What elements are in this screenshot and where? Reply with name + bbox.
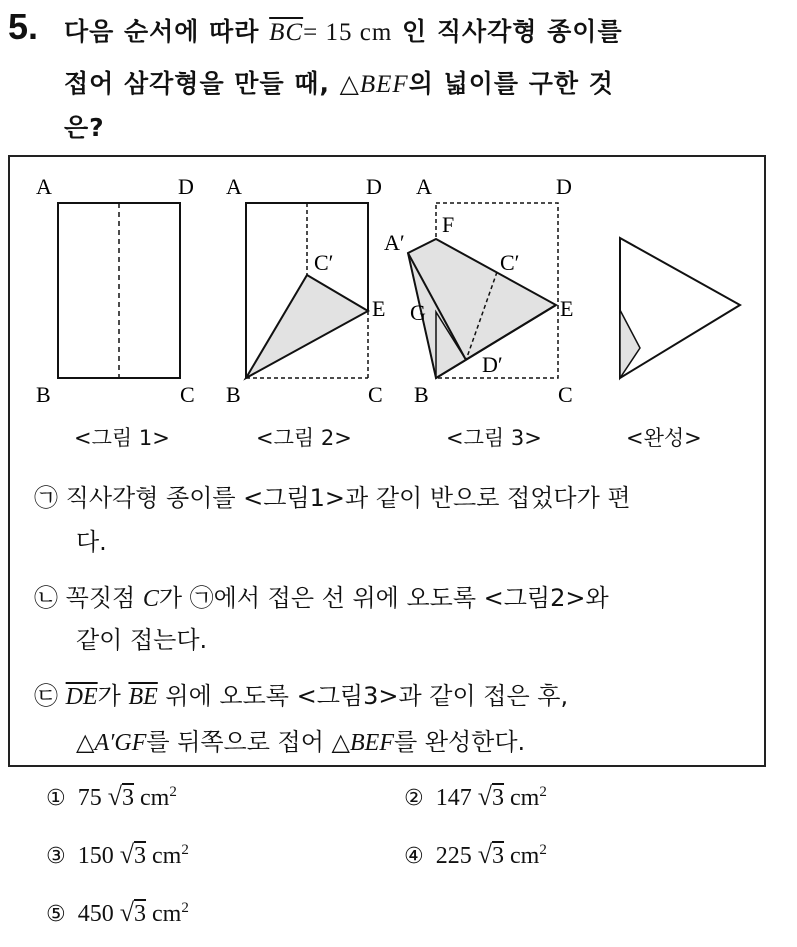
label-e: E <box>372 296 386 321</box>
step-1 <box>34 478 631 513</box>
label-d: D <box>556 174 572 199</box>
question-line-2 <box>64 64 614 100</box>
choice-1[interactable]: ① 75 √3 $cm^2$ <box>46 782 177 811</box>
label-c-prime: C′ <box>500 250 520 275</box>
label-c: C <box>368 382 383 407</box>
choice-unit: cm <box>140 785 170 811</box>
question-text: 접어 삼각형을 만들 때, △ <box>64 69 360 98</box>
triangle-bef: BEF <box>359 71 409 98</box>
step-1-cont: 다. <box>76 528 107 556</box>
choice-2[interactable]: ② 147 √3 $cm^2$ <box>404 782 547 811</box>
label-e: E <box>560 296 574 321</box>
choice-5[interactable]: ⑤ 450 √3 $cm^2$ <box>46 898 189 927</box>
label-d-prime: D′ <box>482 352 503 377</box>
label-b: B <box>36 382 51 407</box>
label-a: A <box>36 174 52 199</box>
label-a: A <box>416 174 432 199</box>
label-b: B <box>226 382 241 407</box>
step-3 <box>34 676 568 711</box>
step-text: 가 <box>97 682 129 710</box>
step-text: △ <box>76 728 95 756</box>
choice-unit: cm <box>510 785 540 811</box>
step-3-cont <box>76 722 525 757</box>
segment-bc: $\overline{BC}$ <box>269 19 304 46</box>
step-text: 를 완성한다. <box>394 728 526 756</box>
step-text: 꼭짓점 <box>65 584 143 612</box>
choice-coefficient: 75 <box>77 785 102 811</box>
choice-unit: cm <box>152 843 182 869</box>
choice-exponent: 2 <box>539 784 547 800</box>
step-marker: ㉡ <box>34 584 58 612</box>
figures <box>10 157 770 457</box>
choice-radicand: 3 <box>134 843 147 869</box>
figure-2 <box>226 174 385 407</box>
question-text: 의 넓이를 구한 것 <box>408 69 614 98</box>
choice-unit: cm <box>510 843 540 869</box>
choice-radicand: 3 <box>122 785 135 811</box>
choice-exponent: 2 <box>539 842 547 858</box>
choice-exponent: 2 <box>181 900 189 916</box>
step-2-cont: 같이 접는다. <box>76 626 208 654</box>
triangle-agf: A′GF <box>94 730 147 756</box>
label-a-prime: A′ <box>384 230 405 255</box>
step-text: 위에 오도록 <그림3>과 같이 접은 후, <box>157 682 569 710</box>
choice-number: ⑤ <box>46 902 66 927</box>
step-2 <box>34 578 609 613</box>
choice-coefficient: 147 <box>435 785 472 811</box>
choice-coefficient: 150 <box>77 843 114 869</box>
choice-coefficient: 225 <box>435 843 472 869</box>
length-value: = 15 cm <box>303 19 393 46</box>
caption-figure-2: <그림 2> <box>256 426 352 450</box>
choice-number: ④ <box>404 844 424 869</box>
figure-3 <box>384 174 573 407</box>
step-text: 를 뒤쪽으로 접어 △ <box>146 728 351 756</box>
question-text: 다음 순서에 따라 <box>64 17 270 46</box>
question-line-3: 은? <box>64 113 105 142</box>
step-marker: ㉠ <box>34 484 58 512</box>
choice-unit: cm <box>152 901 182 927</box>
figure-complete <box>620 238 740 378</box>
figure-1 <box>36 174 195 407</box>
step-text: 직사각형 종이를 <그림1>과 같이 반으로 접었다가 편 <box>65 484 631 512</box>
label-d: D <box>366 174 382 199</box>
question-line-1 <box>64 12 623 48</box>
caption-figure-3: <그림 3> <box>446 426 542 450</box>
choice-exponent: 2 <box>181 842 189 858</box>
segment-de: $\overline{DE}$ <box>65 684 98 710</box>
choice-radicand: 3 <box>134 901 147 927</box>
step-marker: ㉢ <box>34 682 58 710</box>
label-f: F <box>442 212 455 237</box>
label-c-prime: C′ <box>314 250 334 275</box>
label-d: D <box>178 174 194 199</box>
choice-exponent: 2 <box>169 784 177 800</box>
question-number: 5. <box>8 6 39 47</box>
label-g: G <box>410 300 426 325</box>
segment-be: $\overline{BE}$ <box>128 684 158 710</box>
choice-radicand: 3 <box>492 843 505 869</box>
question-text: 인 직사각형 종이를 <box>392 17 623 46</box>
label-c: C <box>180 382 195 407</box>
step-text: 가 ㉠에서 접은 선 위에 오도록 <그림2>와 <box>158 584 609 612</box>
label-b: B <box>414 382 429 407</box>
choice-3[interactable]: ③ 150 √3 $cm^2$ <box>46 840 189 869</box>
point-c: C <box>142 586 159 612</box>
choice-number: ③ <box>46 844 66 869</box>
caption-complete: <완성> <box>626 426 702 450</box>
choice-number: ② <box>404 786 424 811</box>
label-a: A <box>226 174 242 199</box>
triangle-bef: BEF <box>350 730 394 756</box>
caption-figure-1: <그림 1> <box>74 426 170 450</box>
choice-number: ① <box>46 786 66 811</box>
choice-4[interactable]: ④ 225 √3 $cm^2$ <box>404 840 547 869</box>
label-c: C <box>558 382 573 407</box>
choice-coefficient: 450 <box>77 901 114 927</box>
choice-radicand: 3 <box>492 785 505 811</box>
